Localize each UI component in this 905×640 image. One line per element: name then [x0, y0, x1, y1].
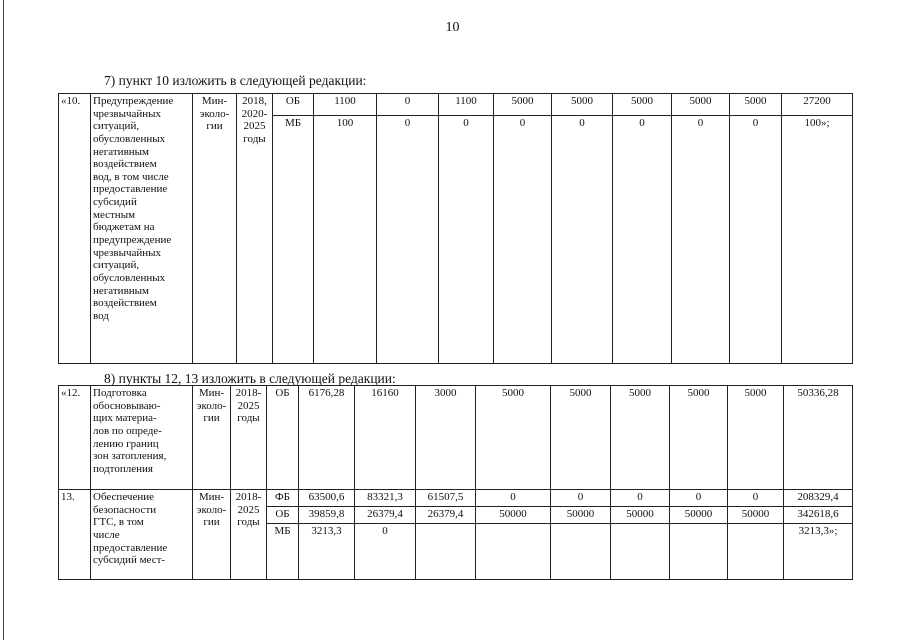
- value-cell: 61507,5: [416, 490, 476, 507]
- value-cell: 0: [439, 116, 494, 364]
- value-cell: 50000: [728, 507, 784, 524]
- value-cell: 3213,3: [299, 524, 355, 580]
- funding-source: ОБ: [267, 386, 299, 490]
- value-cell: 1100: [314, 94, 377, 116]
- row-executor: Мин- эколо- гии: [193, 386, 231, 490]
- value-cell: [670, 524, 728, 580]
- row-description: Обеспечение безопасности ГТС, в том числе предоставление субсидий мест-: [91, 490, 193, 580]
- value-cell: 0: [670, 490, 728, 507]
- table-row: [59, 386, 853, 490]
- value-cell: 0: [730, 116, 782, 364]
- row-executor: Мин- эколо- гии: [193, 94, 237, 364]
- value-cell: 5000: [552, 94, 613, 116]
- value-cell: 5000: [494, 94, 552, 116]
- funding-source: ФБ: [267, 490, 299, 507]
- value-cell: 5000: [728, 386, 784, 490]
- value-cell: 50000: [551, 507, 611, 524]
- table-row: [59, 94, 853, 116]
- value-cell: 50000: [611, 507, 670, 524]
- value-cell: 5000: [672, 94, 730, 116]
- value-cell: 0: [494, 116, 552, 364]
- value-cell: [416, 524, 476, 580]
- funding-source: МБ: [267, 524, 299, 580]
- row-period: 2018- 2025 годы: [231, 386, 267, 490]
- value-cell: 83321,3: [355, 490, 416, 507]
- row-period: 2018, 2020- 2025 годы: [237, 94, 273, 364]
- funding-source: ОБ: [273, 94, 314, 116]
- page-number: 10: [445, 20, 460, 35]
- value-cell: 26379,4: [416, 507, 476, 524]
- value-cell: 0: [672, 116, 730, 364]
- total-cell: 27200: [782, 94, 853, 116]
- row-description: Предупреждение чрезвычайных ситуаций, обусловленных негативным воздействием вод, в том числе предоставление субсидий местным бюджетам на предупреждение чрезвычайных ситуаций, обусловленных негативным воздействием вод: [91, 94, 193, 364]
- value-cell: 0: [611, 490, 670, 507]
- table-row: [59, 490, 853, 507]
- row-period: 2018- 2025 годы: [231, 490, 267, 580]
- row-executor: Мин- эколо- гии: [193, 490, 231, 580]
- value-cell: 5000: [670, 386, 728, 490]
- page-left-edge: [3, 0, 4, 640]
- value-cell: 0: [613, 116, 672, 364]
- row-number: «10.: [59, 94, 91, 364]
- total-cell: 342618,6: [784, 507, 853, 524]
- value-cell: 5000: [730, 94, 782, 116]
- section-7-table: [58, 93, 853, 364]
- row-description: Подготовка обосновываю- щих материа- лов по опреде- лению границ зон затопления, подтопления: [91, 386, 193, 490]
- value-cell: 6176,28: [299, 386, 355, 490]
- value-cell: [476, 524, 551, 580]
- value-cell: 63500,6: [299, 490, 355, 507]
- value-cell: 0: [377, 94, 439, 116]
- value-cell: [728, 524, 784, 580]
- value-cell: [551, 524, 611, 580]
- section-8-table: [58, 385, 853, 580]
- value-cell: 39859,8: [299, 507, 355, 524]
- value-cell: 50000: [670, 507, 728, 524]
- total-cell: 208329,4: [784, 490, 853, 507]
- value-cell: [611, 524, 670, 580]
- value-cell: 0: [728, 490, 784, 507]
- value-cell: 0: [552, 116, 613, 364]
- total-cell: 50336,28: [784, 386, 853, 490]
- value-cell: 0: [377, 116, 439, 364]
- value-cell: 5000: [551, 386, 611, 490]
- value-cell: 0: [476, 490, 551, 507]
- funding-source: МБ: [273, 116, 314, 364]
- value-cell: 1100: [439, 94, 494, 116]
- row-number: «12.: [59, 386, 91, 490]
- section-7-heading: 7) пункт 10 изложить в следующей редакции:: [104, 73, 367, 88]
- value-cell: 50000: [476, 507, 551, 524]
- total-cell: 100»;: [782, 116, 853, 364]
- row-number: 13.: [59, 490, 91, 580]
- value-cell: 26379,4: [355, 507, 416, 524]
- value-cell: 5000: [611, 386, 670, 490]
- section-8-heading: 8) пункты 12, 13 изложить в следующей редакции:: [104, 371, 396, 386]
- value-cell: 3000: [416, 386, 476, 490]
- value-cell: 0: [551, 490, 611, 507]
- total-cell: 3213,3»;: [784, 524, 853, 580]
- value-cell: 0: [355, 524, 416, 580]
- value-cell: 16160: [355, 386, 416, 490]
- value-cell: 5000: [613, 94, 672, 116]
- value-cell: 100: [314, 116, 377, 364]
- funding-source: ОБ: [267, 507, 299, 524]
- value-cell: 5000: [476, 386, 551, 490]
